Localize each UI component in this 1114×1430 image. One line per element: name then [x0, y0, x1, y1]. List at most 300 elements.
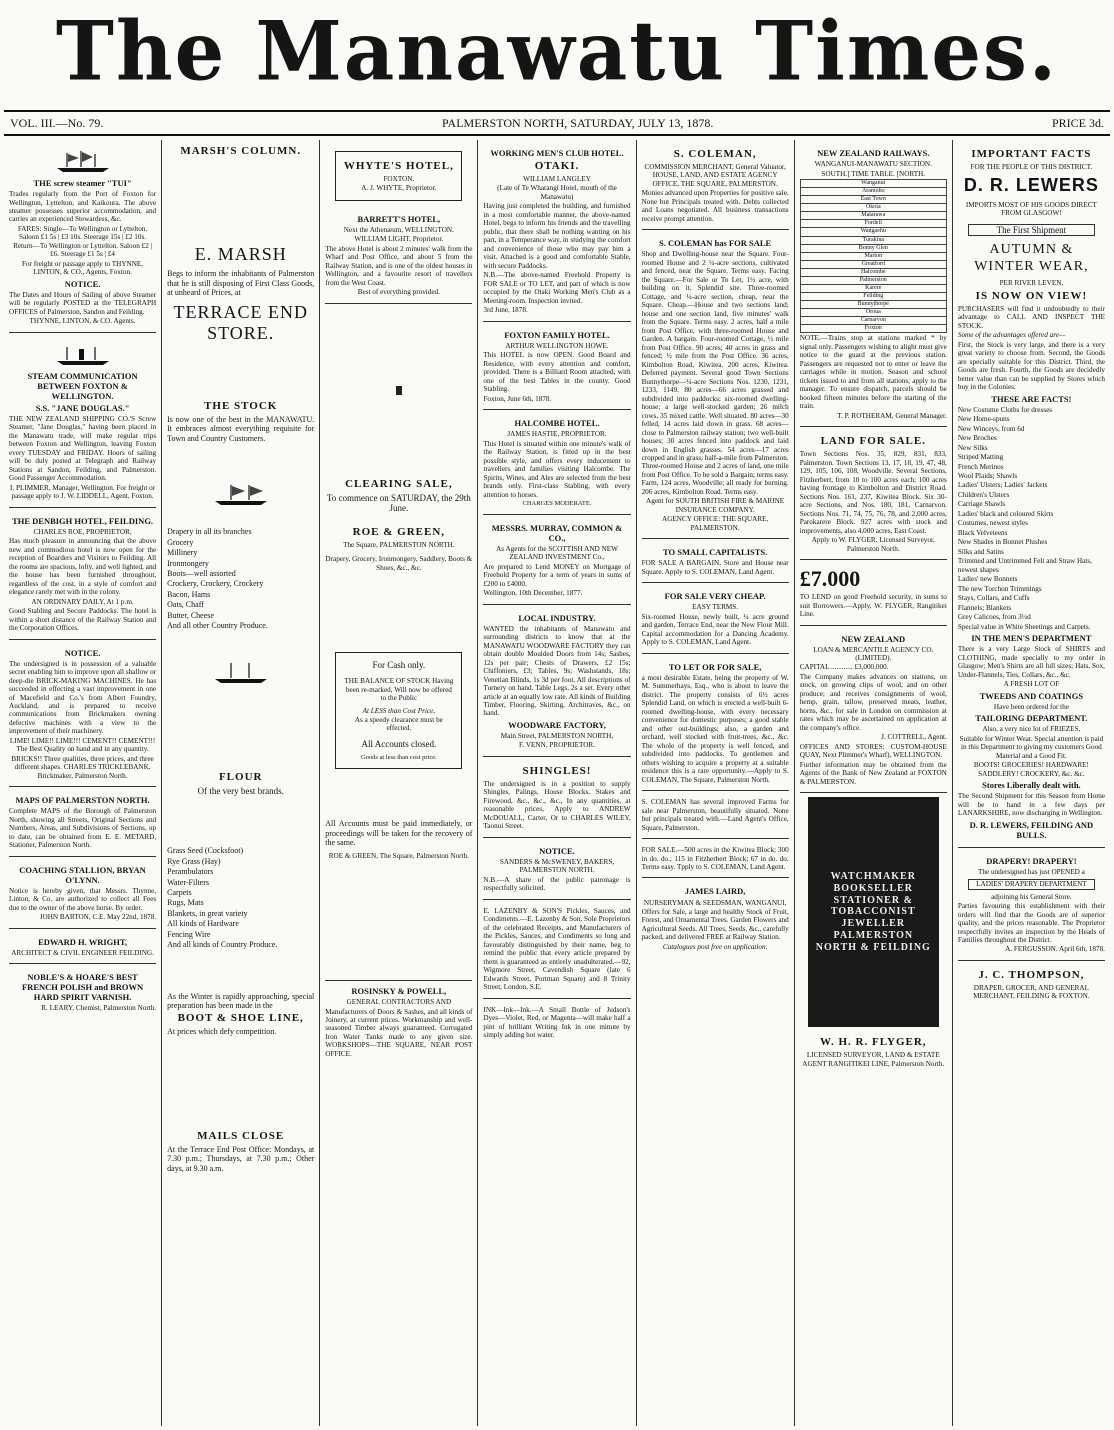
station-name: Aramoho — [800, 188, 946, 196]
timetable-row — [800, 252, 946, 260]
nz-loan-title: NEW ZEALAND — [841, 633, 906, 644]
murray-body: Are prepared to Lend MONEY on Mortgage of Freehold Property for a term of years in sums of £200 to £4000. — [483, 562, 631, 588]
wright-title: EDWARD H. WRIGHT, — [38, 936, 128, 947]
lewers-name: D. R. LEWERS — [963, 175, 1099, 196]
tui-notice-title: NOTICE. — [64, 278, 101, 289]
drapery-ad — [958, 851, 1105, 961]
columns — [4, 140, 1110, 1426]
working-mens-club-ad — [483, 143, 630, 322]
station-name: Marton — [800, 252, 946, 260]
timetable-row — [800, 317, 946, 325]
tui-notice-signature: THYNNE, LINTON, & CO. Agents. — [29, 317, 136, 326]
brick-notice-body: The undersigned is in possession of a valuable secret enabling him to improve upon all shallow or deep-die BRICK-MAKING MACHINES. He has succeeded in effecting a vast improvement in one of Macefield and Co.'s from Albert Foundry, Auckland, and is prepared to receive communications from Brickmakers owning defective machines with a view to the improvement of their machinery. — [9, 659, 157, 736]
volume-number: VOL. III.—No. 79. — [10, 115, 104, 130]
loan-body: TO LEND on good Freehold security, in sums to suit Borrowers.—Apply, W. FLYGER, Rangitikei Line. — [799, 593, 947, 619]
local-industry-title: LOCAL INDUSTRY. — [518, 612, 596, 623]
dateline-bar — [4, 110, 1110, 136]
station-name: Wangaehu — [800, 228, 946, 236]
coaching-title: COACHING STALLION, BRYAN O'LYNN. — [19, 864, 146, 885]
column-4 — [478, 140, 636, 1426]
murray-date: Wellington, 10th December, 1877. — [483, 589, 583, 598]
station-name: Turakina — [800, 236, 946, 244]
station-name: Okoia — [800, 204, 946, 212]
friezes-sub: Suitable for Winter Wear. Special attention is paid in this Department to giving my customers Good Material and a Good Fit. — [959, 734, 1104, 760]
station-name: Carnarvon — [800, 317, 946, 325]
small-capitalists-ad — [642, 542, 789, 583]
lewers-item: Children's Ulsters — [957, 490, 1010, 499]
barrett-sub: Next the Athenæum, WELLINGTON. — [343, 225, 454, 234]
first-shipment: The First Shipment — [968, 224, 1095, 237]
advantages: Some of the advantages offered are— — [957, 331, 1066, 340]
whyte-proprietor: A. J. WHYTE, Proprietor. — [361, 184, 437, 193]
station-name: Bunnythorpe — [800, 301, 946, 309]
roe-green-list: Drapery, Grocery, Ironmongery, Saddlery, Boots & Shoes, &c., &c. — [325, 555, 473, 572]
issue-date: PALMERSTON NORTH, SATURDAY, JULY 13, 1878. — [441, 115, 714, 130]
goods-item: Millinery — [167, 548, 198, 558]
clearing-sale-sub: To commence on SATURDAY, the 29th June. — [326, 492, 471, 514]
coaching-ad — [9, 860, 156, 929]
important-facts-sub: FOR THE PEOPLE OF THIS DISTRICT. — [970, 162, 1093, 171]
langley-name: WILLIAM LANGLEY — [523, 174, 591, 183]
timetable-row — [800, 276, 946, 284]
timetable-row — [800, 309, 946, 317]
misc-item: Perambulators — [167, 867, 214, 877]
coleman-sub: COMMISSION MERCHANT, General Valuator, HOUSE, LAND, AND ESTATE AGENCY OFFICE, THE SQUARE, PALMERSTON. — [644, 162, 786, 188]
shingles-ad — [483, 760, 630, 838]
timetable-row — [800, 260, 946, 268]
column-2 — [162, 140, 320, 1426]
timetable-row — [800, 244, 946, 252]
coleman-body: Monies advanced upon Properties for positive sale. None but Principals treated with. Debts collected and Loans negotiated. All business transactions receive prompt attention. — [641, 189, 789, 223]
bakers-notice-ad — [483, 841, 630, 900]
cash-sale-box — [335, 652, 462, 769]
timetable-row — [800, 285, 946, 293]
nz-loan-capital: CAPITAL ............ £3,000,000. — [799, 663, 889, 672]
side-label: Goods at less than cost price. — [360, 753, 437, 761]
tui-fares: FARES: Single—To Wellington or Lyttelton. Saloon £1 5s | £3 10s. Steerage 15s | £2 10s. Return—To Wellington or Lyttelton. Saloon £2 | £6. Steerage £1 5s | £4 — [13, 224, 153, 259]
maps-ad — [9, 790, 156, 856]
to-let-title: TO LET OR FOR SALE, — [668, 661, 762, 672]
barrett-ad — [325, 209, 472, 304]
station-name: Matarawa — [800, 212, 946, 220]
nz-loan-mercantile-ad — [800, 629, 947, 794]
murray-sub: As Agents for the SCOTTISH AND NEW ZEALAND INVESTMENT Co., — [496, 544, 618, 562]
small-capitalists-title: TO SMALL CAPITALISTS. — [662, 547, 768, 558]
flyger-title: W. H. R. FLYGER, — [819, 1036, 927, 1049]
cash-only: For Cash only. — [372, 660, 426, 671]
bricks: BRICKS!! Three qualities, three prices, and three different shapes. CHARLES TRICKLEBANK, Brickmaker, Palmerston North. — [11, 754, 154, 780]
clearing-sale-title: CLEARING SALE, — [345, 477, 453, 490]
very-cheap-title: FOR SALE VERY CHEAP. — [664, 591, 766, 602]
tui-agents: For freight or passage apply to THYNNE, LINTON, & CO., Agents, Foxton. — [22, 259, 144, 277]
lewers-item: Stays, Collars, and Cuffs — [957, 594, 1030, 603]
shingles-body: The undersigned is in a position to supply Shingles, Palings, House Blocks, Stakes and Firewood, &c., &c., &c., In any quantities, at reasonable prices, Apply to ANDREW McDOUALL, Carter, Or to CHARLES WILEY, Taonui Street. — [483, 779, 631, 831]
marsh-column-head: MARSH'S COLUMN. — [180, 145, 302, 157]
coleman-for-sale-body: Shop and Dwelling-house near the Square. Four-roomed House and 2 ¼-acre sections, cultivated and fenced, near the Square. Terms easy. Facing the Square.—For Sale or To Let, 1½ acre, with building on it. Splendid site. Three-roomed Cottage, and ¼-acre section, cheap, near the Square. Cheap.—House and two sections land; house and one section land, five minutes' walk from the Square. Terms easy. 2 acres, half a mile from Post Office, with three-roomed House and Garden. A bargain. Four-roomed Cottage, ½ mile from Post Office. 90 acres; 40 acres in grass and fenced; ½ mile from the Post Office. 36 acres, Kimbolton Road, Kiwitea. 200 acres, Kiwitea. Deferred payment. Several good Town Sections Bunnythorpe—¼-acre Sections Nos. 1230, 1231, 1233, 1149. 80 acres—66 acres grassed and subdivided into paddocks; six-roomed dwelling-house; a large well-stocked garden; 26 milch cows, 35 mixed cattle. Well situated. 80 acres—30 felled, 14 acres laid down in grass. 68 acres—close to Palmerston railway station; two well-built houses; 30 acres fenced into paddock and laid down in English grasses. 54 acres—17 acres cropped and in grass; half-a-mile from Palmerston. Three-roomed House and 2 acres of land, one mile from Post Office. To be sold a Bargain; terms easy. Farm, 124 acres, Woodville; all ready for burning. 206 acres, Kimbolton Road. Terms easy. — [641, 250, 789, 496]
lewers-sub: IMPORTS MOST OF HIS GOODS DIRECT FROM GLASGOW! — [965, 200, 1097, 218]
lewers-item: Grey Calicoes, from 3½d — [957, 613, 1031, 622]
coleman-agency: AGENCY OFFICE: THE SQUARE, PALMERSTON. — [662, 515, 769, 532]
goods-item: Crockery, Crockery, Crockery — [167, 579, 264, 589]
to-let-ad — [642, 657, 789, 791]
shingles-title: SHINGLES! — [522, 764, 592, 777]
laird-sub: NURSERYMAN & SEEDSMAN, WANGANUI, — [643, 898, 787, 907]
price: PRICE 3d. — [1051, 115, 1104, 130]
coleman-title: S. COLEMAN, — [673, 148, 757, 160]
goods-item: And all other Country Produce. — [167, 621, 268, 631]
lewers-item: Black Velveteens — [957, 528, 1008, 537]
tui-notice-body: The Dates and Hours of Sailing of above Steamer will be regularly POSTED at the TELEGRAPH OFFICES of Palmerston, Sandon and Feilding. — [9, 290, 157, 316]
lewers-item: French Merinos — [957, 462, 1004, 471]
timetable-row — [800, 188, 946, 196]
newspaper-title: The Manawatu Times. — [55, 3, 1059, 100]
loan-amount: £7.000 — [799, 566, 861, 592]
station-name: Wanganui — [800, 179, 946, 187]
denbigh-body: Has much pleasure in announcing that the above new and commodious hotel is now open for the reception of Boarders and Visitors to Feilding. All the rooms are spacious, lofty, and well lighted, and the house has been furnished throughout, regardless of the cost, in a style of comfort and elegance rarely met with in the colony. — [9, 537, 157, 597]
coaching-body: Notice is hereby given, that Messrs. Thynne, Linton, & Co. are authorized to collect all Fees due to the owner of the above horse. By order. — [9, 886, 157, 912]
lewers-item: Costumes, newest styles — [957, 519, 1028, 528]
loan-ad — [800, 563, 947, 625]
mens-department-body: There is a very Large Stock of SHIRTS and CLOTHING, made specially to my order in Glasgow; Men's Shirts are all full sizes; Hats, Sox, Under-Flannels, Ties, Collars, &c., &c. — [957, 645, 1105, 679]
column-7 — [953, 140, 1110, 1426]
halcombe-hotel-ad — [483, 413, 630, 515]
timetable-row — [800, 196, 946, 204]
drapery-body: The undersigned has just OPENED a — [978, 867, 1085, 876]
sale-500-acres-body: FOR SALE.—500 acres in the Kiwitea Block; 300 in do. do.; 115 in Fitzherbert Block; 67 in do. do. Terms easy. Tpply to S. COLEMAN, Land Agent. — [641, 846, 789, 871]
lewers-item: Wool Plaids; Shawls — [957, 472, 1018, 480]
misc-item: Carpets — [167, 887, 192, 897]
thompson-ad — [958, 964, 1105, 1007]
flyger-sub: LICENSED SURVEYOR, LAND & ESTATE AGENT RANGITIKEI LINE, Palmerston North. — [802, 1051, 945, 1068]
lazenby-ad — [483, 903, 630, 999]
station-name: Foxton — [800, 325, 946, 333]
mens-department: IN THE MEN'S DEPARTMENT — [971, 633, 1092, 644]
misc-list — [167, 846, 314, 949]
lewers-item: Striped Matting — [957, 453, 1004, 462]
jane-douglas-signature: I. PLIMMER, Manager, Wellington. For freight or passage apply to J. W. LIDDELL, Agent, Foxton. — [10, 483, 156, 501]
balance-of-stock: THE BALANCE OF STOCK Having been re-marked, Will now be offered to the Public — [344, 677, 454, 703]
column-5 — [637, 140, 795, 1426]
otaki: OTAKI. — [534, 160, 580, 173]
laird-title: JAMES LAIRD, — [684, 886, 746, 897]
marsh-name: E. MARSH — [194, 243, 287, 264]
watchmaker-emblem-text: WATCHMAKER BOOKSELLER STATIONER & TOBACCONIST JEWELLER PALMERSTON NORTH & FEILDING — [815, 870, 931, 953]
tui-body: Trades regularly from the Port of Foxton for Wellington, Lyttelton, and Kaikoura. The above steamer possesses superior accommodation, and carries an experienced Stewardess, &c. — [9, 190, 157, 224]
woodware-address: Main Street, PALMERSTON NORTH, — [500, 731, 614, 740]
misc-item: Blankets, in great variety — [167, 908, 248, 918]
timetable-row — [800, 293, 946, 301]
jane-douglas-body: THE NEW ZEALAND SHIPPING CO.'S Screw Steamer, "Jane Douglas," having been placed in the Manawatu trade, will make regular trips between Foxton and Wellington, leaving Foxton every TUESDAY and FRIDAY. Hours of sailing will be duly posted at Telegraph and Railway Stations at Sandon, Feilding, and Palmerston. Good Passenger Accommodation. — [9, 414, 157, 483]
nz-loan-signature: J. COTTRELL, Agent. — [881, 733, 947, 742]
station-name: East Town — [800, 196, 946, 204]
lewers-item: Special value in White Sheetings and Carpets. — [957, 622, 1091, 631]
land-for-sale-ad — [800, 430, 947, 560]
lewers-item: The new Torchon Trimmings — [957, 584, 1042, 593]
laird-ad — [642, 881, 789, 957]
ladies-drapery-sub: adjoining his General Store. — [991, 892, 1072, 901]
wmc-nb: N.B.—The above-named Freehold Property is FOR SALE or TO LET, and part of which is now occupied by the Otaki Working Men's Club as a Meeting-room. Inspection invited. — [483, 271, 631, 305]
these-are-facts: THESE ARE FACTS! — [991, 393, 1072, 404]
denbigh-ordinary: AN ORDINARY DAILY, At 1 p.m. — [31, 597, 134, 606]
important-facts-title: IMPORTANT FACTS — [971, 148, 1092, 160]
station-name: Oroua — [800, 309, 946, 317]
noble-ad — [9, 967, 156, 1019]
foxton-proprietor: ARTHUR WELLINGTON HOWE. — [505, 341, 609, 350]
rosinsky-title: ROSINSKY & POWELL, — [351, 986, 447, 997]
accounts-notice: All Accounts must be paid immediately, or proceedings will be taken for the recovery of the same. — [325, 819, 473, 848]
sanders-mcsweney: SANDERS & McSWENEY, BAKERS, PALMERSTON NORTH. — [499, 857, 615, 875]
roe-green-name: ROE & GREEN, — [352, 526, 446, 539]
timetable-row — [800, 220, 946, 228]
brick-notice-ad — [9, 643, 156, 788]
timetable-row — [800, 301, 946, 309]
flour-title: FLOUR — [218, 770, 263, 783]
misc-item: Rugs, Mats — [167, 898, 204, 908]
wmc-date: 3rd June, 1878. — [483, 306, 528, 315]
boot-shoe-line: BOOT & SHOE LINE, — [177, 1012, 304, 1025]
less-than-cost: At LESS than Cost Price, — [362, 706, 436, 715]
ink-ad — [483, 1002, 630, 1046]
tui-ad — [9, 143, 156, 333]
very-cheap-sub: EASY TERMS. — [692, 603, 739, 612]
lewers-ad — [958, 143, 1105, 848]
denbigh-stabling: Good Stabling and Secure Paddocks. The hotel is within a short distance of the Railway Station and the Corporation Offices. — [9, 607, 157, 633]
misc-item: Rye Grass (Hay) — [167, 856, 221, 866]
land-for-sale-title: LAND FOR SALE. — [820, 435, 926, 448]
rosinsky-sub: GENERAL CONTRACTORS AND — [346, 998, 452, 1007]
drapery-title: DRAPERY! DRAPERY! — [986, 855, 1077, 866]
lewers-item: Trimmed and Untrimmed Felt and Straw Hats, newest shapes — [957, 557, 1092, 574]
coleman-agent: Agent for SOUTH BRITISH FIRE & MARINE INSURANCE COMPANY. — [646, 497, 785, 514]
goods-item: Ironmongery — [167, 558, 209, 568]
langley-sub: (Late of Te Wharangi Hotel, mouth of the Manawatu) — [497, 184, 617, 201]
autumn-winter: AUTUMN & WINTER WEAR, — [974, 242, 1089, 274]
timetable-row — [800, 204, 946, 212]
all-accounts-closed: All Accounts closed. — [361, 738, 437, 749]
lewers-item: New Silks — [957, 443, 988, 452]
coleman-for-sale-ad — [642, 233, 789, 539]
lewers-item: Carriage Shawls — [957, 500, 1006, 509]
railways-ad — [800, 143, 947, 427]
barrett-proprietor: WILLIAM LIGHT, Proprietor. — [354, 235, 444, 244]
lewers-item: Flannels; Blankets — [957, 603, 1012, 612]
nz-loan-further: Further information may be obtained from the Agents of the Bank of New Zealand at FOXTON & PALMERSTON. — [799, 760, 947, 786]
marsh-body: Begs to inform the inhabitants of Palmerston that he is still disposing of First Class Goods, at unheard of Prices, at — [167, 269, 315, 298]
foxton-title: FOXTON FAMILY HOTEL. — [504, 329, 610, 340]
lewers-item: New Costume Cloths for dresses — [957, 405, 1053, 414]
timetable-row — [800, 228, 946, 236]
goods-item: Oats, Chaff — [167, 600, 204, 610]
boot-body: At prices which defy competition. — [167, 1027, 277, 1037]
murray-common-ad — [483, 518, 630, 605]
station-name: Bonny Glen — [800, 244, 946, 252]
whyte-place: FOXTON. — [383, 174, 415, 183]
railways-table-head: SOUTH.] TIME TABLE. [NORTH. — [821, 169, 926, 178]
to-let-body: a most desirable Estate, being the property of W. M. Summerhays, Esq., who is about to leave the district. The property consists of 6½ acres Splendid Land, on which is erected a well-built 6-roomed dwelling-house, with every necessary convenience for domestic purposes; a good stable and other out-buildings; also, a garden and orchard, well stocked with fruit-trees, &c., &c. The whole of the property is well fenced, and subdivided into paddocks. To gentlemen and others wishing to acquire a property at a suitable residence this is a rare opportunity.—Apply to S. COLEMAN, The Square, Palmerston North. — [641, 673, 789, 784]
lewers-item: New Shades in Bonnet Plushes — [957, 538, 1048, 547]
misc-item: Grass Seed (Cocksfoot) — [167, 846, 244, 856]
murray-title: MESSRS. MURRAY, COMMON & CO., — [491, 522, 623, 543]
denbigh-title: THE DENBIGH HOTEL, FEILDING. — [12, 515, 154, 526]
whyte-title: WHYTE'S HOTEL, — [343, 160, 454, 172]
ink-body: INK—Ink—Ink.—A Small Bottle of Judson's Dyes—Violet, Red, or Magenta—will make half a pint of brilliant Writing Ink in one minute by simply adding hot water. — [483, 1005, 631, 1040]
roe-green-signature: ROE & GREEN, The Square, Palmerston North. — [328, 851, 469, 860]
misc-item: Water-Filters — [167, 877, 209, 887]
rosinsky-body: Manufacturers of Doors & Sashes, and all kinds of Joinery, at current prices. Workmanship and well-seasoned Timber always guaranteed. Corrugated Iron Water Tanks made to any given size. WORKSHOPS—THE SQUARE, NEAR POST OFFICE. — [325, 1007, 473, 1058]
halcombe-proprietor: JAMES HASTIE, PROPRIETOR. — [507, 430, 607, 439]
laird-body: Offers for Sale, a large and healthy Stock of Fruit, Forest, and Ornamental Trees. Garden Flowers and Agricultural Seeds. All Trees, Seeds, &c., carefully packed, and delivered FREE at Railway Station. — [641, 907, 789, 942]
nz-loan-offices: OFFICES AND STORES: CUSTOM-HOUSE QUAY, Next Plimmer's Wharf), WELLINGTON. — [799, 742, 947, 760]
very-cheap-body: Six-roomed House, newly built, ¼ acre ground and garden, Terrace End, near the New Flour Mill. Capital accommodation for a Dancing Academy. Apply to S. COLEMAN, Land Agent. — [641, 612, 789, 647]
fergusson-signature: A. FERGUSSON. April 6th, 1878. — [1005, 945, 1105, 954]
ship-icon — [211, 483, 271, 507]
sanders-nb: N.B.—A share of the public patronage is respectfully solicited. — [483, 875, 631, 893]
coleman-ad — [642, 143, 789, 230]
tweeds-coatings: TWEEDS AND COATINGS — [979, 690, 1084, 701]
denbigh-proprietor: CHARLES ROE, PROPRIETOR, — [33, 527, 132, 536]
advantages-list: First, the Stock is very large, and there is a very great variety to choose from. Second, the Goods are specially suitable for this District. Third, the Goods are fresh. Fourth, the Goods are decidedly better value than can be supplied by Stores which buy in the Colonies. — [957, 340, 1105, 392]
brick-notice-title: NOTICE. — [64, 647, 101, 658]
lewers-item: Ladies' new Bonnets — [957, 575, 1018, 584]
jane-douglas-title: S.S. "JANE DOUGLAS." — [35, 402, 130, 413]
lewers-item: Ladies' black and coloured Skirts — [957, 509, 1054, 518]
tailoring-department: TAILORING DEPARTMENT. — [975, 713, 1088, 724]
nz-loan-body: The Company makes advances on stations, on stock, on growing clips of wool, and on other produce; and receives consignments of wool, hemp, grain, tallow, preserved meats, leather, horns, &c., for sale in London on commission at rates which may be ascertained on application at the company's office. — [799, 672, 947, 732]
column-1 — [4, 140, 162, 1426]
lewers-item: New Winceys, from 6d — [957, 424, 1025, 433]
woodware-factory: WOODWARE FACTORY, — [508, 719, 606, 730]
watchmaker-emblem — [808, 797, 939, 1027]
whyte-hotel-box — [335, 151, 462, 201]
maps-title: MAPS OF PALMERSTON NORTH. — [15, 795, 150, 806]
friezes: Also, a very nice lot of FRIEZES, — [982, 725, 1081, 734]
lewers-item: Ladies' Ulsters; Ladies' Jackets — [957, 481, 1048, 490]
noble-title: NOBLE'S & HOARE'S BEST FRENCH POLISH and BROWN HARD SPIRIT VARNISH. — [21, 972, 144, 1003]
thompson-sub: DRAPER, GROCER, AND GENERAL MERCHANT, FEILDING & FOXTON. — [973, 983, 1090, 1001]
land-for-sale-signature: Apply to W. FLYGER, Licensed Surveyor, Palmerston North. — [811, 536, 935, 553]
halcombe-body: This Hotel is situated within one minute's walk of the Railway Station, is fitted up in the best possible style, and offers every inducement to travellers and families visiting Halcombe. The Spirits, Wines, and Ales are selected from the best brands only. First-class Stabling, with every attention to horses. — [483, 439, 631, 499]
wmc-body: Having just completed the building, and furnished in a most comfortable manner, the above-named Hotel, begs to inform his friends and the travelling public, that there shall be nothing wanting on his part, in a Temperance way, in studying the comfort and convenience of those who may pay him a visit. Attached is a good and comfortable Stable, with secure Paddocks. — [483, 202, 631, 270]
ship-icon — [53, 150, 113, 174]
stock-body: Is now one of the best in the MANAWATU. It embraces almost everything requisite for Town and Country Customers. — [167, 414, 315, 443]
station-name: Halcombe — [800, 268, 946, 276]
barrett-body: The above Hotel is about 2 minutes' walk from the Wharf and Post Office, and about 5 from the Railway Station, and is one of the oldest houses in Wellington, and a favourite resort of travellers from the West Coast. — [325, 244, 473, 287]
barrett-title: BARRETT'S HOTEL, — [357, 213, 441, 224]
railways-sub: WANGANUI-MANAWATU SECTION. — [814, 160, 932, 169]
foxton-date: Foxton, June 6th, 1878. — [483, 394, 552, 403]
purchasers: PURCHASERS will find it undoubtedly to their advantage to CALL AND INSPECT THE STOCK. — [957, 304, 1105, 330]
railway-timetable — [800, 179, 947, 333]
steam-title: STEAM COMMUNICATION BETWEEN FOXTON & WELLINGTON. — [27, 370, 138, 401]
station-name: Greatford — [800, 260, 946, 268]
small-capitalists-body: FOR SALE A BARGAIN, Store and House near Square. Apply to S. COLEMAN, Land Agent. — [641, 559, 789, 576]
misc-item: Fencing Wire — [167, 929, 211, 939]
tweeds-sub: Have been ordered for the — [993, 702, 1069, 711]
station-name: Feilding — [800, 293, 946, 301]
pointing-hand-icon — [392, 384, 406, 398]
lewers-item-list — [958, 406, 1105, 632]
timetable-row — [800, 268, 946, 276]
railways-signature: T. P. ROTHERAM, General Manager. — [837, 411, 947, 420]
ladies-drapery-body: Parties favouring this establishment with their orders will find that the Goods are of superior quality, and the prices reasonable. The Proprietor respectfully invites an inspection by the Heads of Families throughout the District. — [957, 902, 1105, 944]
masthead — [0, 0, 1114, 112]
lime-cement: LIME! LIME!! LIME!!! CEMENT!! CEMENT!!! The Best Quality on hand and in any quantity. — [9, 736, 156, 754]
wright-ad — [9, 932, 156, 965]
rosinsky-powell-ad — [325, 980, 472, 1064]
foxton-body: This HOTEL is now OPEN. Good Board and Residence, with every attention and comfort, provided. There is a Billiard Room attached, with one of the best Tables in the county. Good Stabling. — [483, 351, 631, 394]
coaching-signature: JOHN BARTON, C.E. May 22nd, 1878. — [39, 913, 157, 922]
laird-tag: Catalogues post free on application. — [662, 942, 768, 951]
ship-icon — [211, 661, 271, 685]
goods-item: Bacon, Hams — [167, 589, 211, 599]
lewers-item: Silks and Satins — [957, 547, 1004, 556]
stock-title: THE STOCK — [204, 399, 278, 412]
now-on-view: IS NOW ON VIEW! — [975, 289, 1088, 302]
timetable-row — [800, 179, 946, 187]
sale-500-acres-ad — [642, 842, 789, 878]
stores-liberally: Stores Liberally dealt with. — [982, 780, 1081, 791]
local-industry-body: WANTED the inhabitants of Manawatu and surrounding districts to know that at the MANAWATU WOODWARE FACTORY they can obtain double Moulded Doors from 14s; Sashes, 12s per pair; Chests of Drawers, £2 15s; Chiffoniers, £3; Tables, 9s; Washstands, 18s; Venetian Blinds, 1s 3d per foot. All descriptions of Turnery on hand. Table Legs, 2s a set. Every other article at an equally low rate. All kinds of Building Timber, Flooring, Skirting, Architraves, &c., on hand. — [483, 624, 631, 718]
foxton-hotel-ad — [483, 325, 630, 410]
column-6 — [795, 140, 953, 1426]
goods-item: Butter, Cheese — [167, 610, 214, 620]
timetable-row — [800, 325, 946, 333]
halcombe-title: HALCOMBE HOTEL. — [514, 418, 600, 429]
denbigh-hotel-ad — [9, 511, 156, 640]
goods-item: Boots—well assorted — [167, 569, 236, 579]
tui-title: THE screw steamer "TUI" — [33, 178, 132, 188]
lewers-signature: D. R. LEWERS, FEILDING AND BULLS. — [969, 819, 1094, 840]
flour-body: Of the very best brands. — [197, 785, 284, 796]
speedy-clearance: As a speedy clearance must be effected. — [354, 715, 443, 733]
land-for-sale-body: Town Sections Nos. 35, 829, 831, 833, Palmerston. Town Sections 13, 17, 18, 19, 47, 48, 129, 105, 106, 108, Woodville. Several Sections, Fitzherbert, from 10 to 100 acres each; 100 acres having frontage to Kimbolton and District Road. Sections Nos. 161, 237, Kiwitea Block. Six 30-acre Sections, and Nos. 180, 181, Carnarvon. Sections Nos. 71, 74, 75, 76, 78, and 2,000 acres, Parokarere Block. 927 acres with stock and improvements, also 4,000 acres, East Coast. — [799, 450, 947, 535]
railways-title: NEW ZEALAND RAILWAYS. — [817, 148, 930, 158]
tweeds-pre: A FRESH LOT OF — [1003, 680, 1060, 689]
lewers-item: New Broches — [957, 434, 997, 443]
improved-farms-body: S. COLEMAN has several improved Farms for sale near Palmerston, beautifully situated. None but principals treated with.—Land Agent's Office, Square, Palmerston. — [641, 798, 789, 832]
roe-green-address: The Square, PALMERSTON NORTH. — [343, 540, 455, 549]
lewers-item: New Home-spuns — [957, 415, 1010, 424]
barrett-tag: Best of everything provided. — [357, 288, 440, 297]
mails-title: MAILS CLOSE — [197, 1129, 285, 1142]
venn-proprietor: F. VENN, PROPRIETOR. — [518, 741, 596, 750]
mails-body: At the Terrace End Post Office: Mondays, at 7.30 p.m.; Thursdays, at 7.30 p.m.; Other days, at 9.30 a.m. — [167, 1144, 315, 1173]
winter-body: As the Winter is rapidly approaching, special preparation has been made in the — [167, 991, 315, 1011]
goods-item: Grocery — [167, 537, 194, 547]
boots-groceries: BOOTS! GROCERIES! HARDWARE! SADDLERY! CROCKERY, &c. &c. — [973, 761, 1089, 778]
river-leven: PER RIVER LEVEN, — [999, 279, 1064, 288]
steamship-icon — [53, 343, 113, 367]
steam-ad — [9, 336, 156, 508]
column-3 — [320, 140, 478, 1426]
halcombe-tag: CHARGES MODERATE. — [522, 500, 592, 508]
station-name: Karere — [800, 285, 946, 293]
station-name: Fordell — [800, 220, 946, 228]
goods-list — [167, 527, 314, 630]
flyger-ad — [800, 1031, 947, 1074]
bakers-notice-title: NOTICE. — [539, 845, 575, 856]
timetable-row — [800, 236, 946, 244]
wright-body: ARCHITECT & CIVIL ENGINEER FEILDING. — [11, 948, 154, 957]
improved-farms-ad — [642, 794, 789, 839]
local-industry-ad — [483, 608, 630, 757]
lazenby-body: E. LAZENBY & SON'S Pickles, Sauces, and Condiments.—E. Lazenby & Son, Sole Proprietors of the celebrated Receipts, and Manufacturers of the Pickles, Sauces, and Condiments so long and favourably distinguished by their name, beg to remind the public that every article prepared by them is guaranteed as entirely unadulterated.—92, Wigmore Street, Cavendish Square (late 6 Edwards Street, Portman Square) and 8 Trinity Street, London, S.E. — [483, 906, 631, 992]
timetable-row — [800, 212, 946, 220]
misc-item: All kinds of Hardware — [167, 919, 239, 929]
coleman-for-sale-title: S. COLEMAN has FOR SALE — [659, 238, 772, 249]
second-shipment: The Second Shipment for this Season from Home will be to hand in a few days per LANARKSHIRE, now discharging in Wellington. — [957, 792, 1105, 818]
railways-note: NOTE.—Trains stop at stations marked * by signal only. Passengers wishing to alight must give notice to the guard at the previous station. Passengers are requested not to enter or leave the carriages while in motion. Season and school tickets issued to and from all stations; apply to the manager. To ensure dispatch, parcels should be booked fifteen minutes before the starting of the train. — [799, 334, 947, 411]
